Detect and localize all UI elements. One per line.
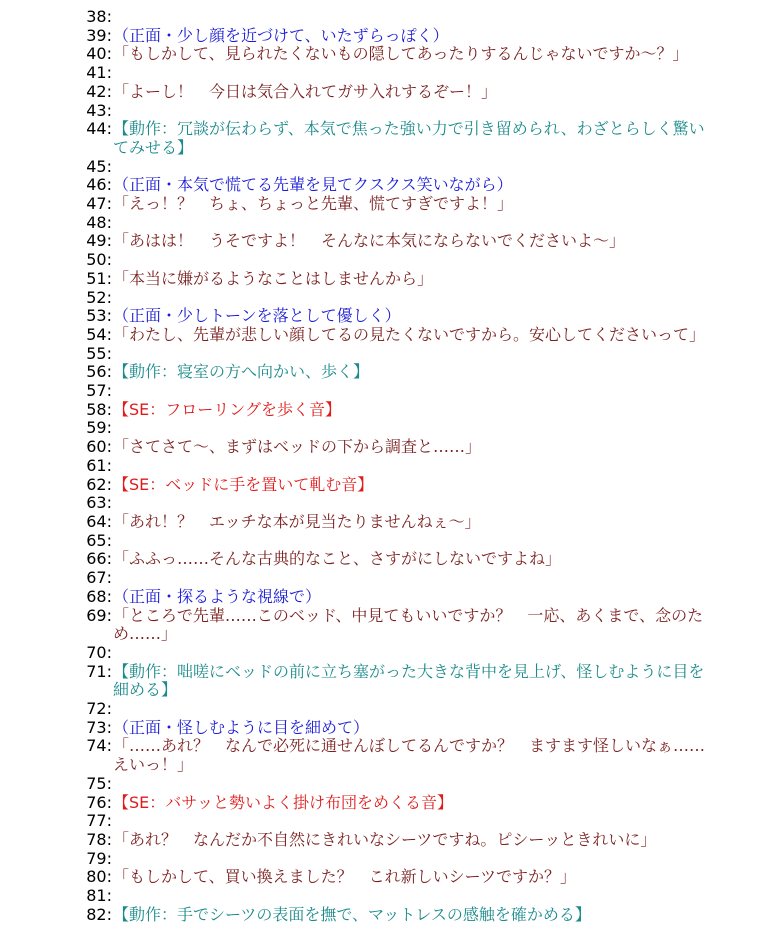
line-text-action: 【動作：咄嗟にベッドの前に立ち塞がった大きな背中を見上げ、怪しむように目を細める】 [113,661,705,700]
script-line [0,270,777,289]
line-text-se: 【SE：バサッと勢いよく掛け布団をめくる音】 [113,792,453,812]
script-line [0,102,777,121]
line-text-direction: （正面・少し顔を近づけて、いたずらっぽく） [113,25,449,45]
script-line [0,307,777,326]
script-line [0,569,777,588]
script-line [0,476,777,495]
script-line [0,195,777,214]
script-line [0,363,777,382]
line-number: 73: [86,717,112,737]
line-text-dialogue: 「本当に嫌がるようなことはしませんから」 [113,268,434,288]
script-line [0,794,777,813]
script-line [0,887,777,906]
script-line [0,83,777,102]
script-line [0,176,777,195]
line-text-direction: （正面・本気で慌てる先輩を見てクスクス笑いながら） [113,175,513,195]
line-number: 53: [86,306,112,326]
script-line [0,588,777,607]
line-number: 60: [86,437,112,457]
line-number: 41: [86,63,112,83]
line-number: 70: [86,642,112,662]
script-line [0,8,777,27]
line-number: 46: [86,175,112,195]
script-line [0,513,777,532]
script-line [0,812,777,831]
line-number: 76: [86,792,112,812]
script-line [0,868,777,887]
line-number: 39: [86,25,112,45]
line-number: 54: [86,324,112,344]
line-number: 51: [86,268,112,288]
line-number: 44: [86,119,112,139]
line-number: 77: [86,811,112,831]
line-text-dialogue: 「えっ！？ ちょ、ちょっと先輩、慌てすぎですよ！」 [113,194,514,214]
script-line [0,550,777,569]
script-line [0,775,777,794]
line-text-se: 【SE：フローリングを歩く音】 [113,399,341,419]
script-line [0,214,777,233]
line-number: 62: [86,474,112,494]
script-line [0,494,777,513]
line-number: 47: [86,194,112,214]
script-line [0,345,777,364]
script-line [0,289,777,308]
line-text-action: 【動作：冗談が伝わらず、本気で焦った強い力で引き留められ、わざとらしく驚いてみせる】 [113,119,705,157]
line-number: 64: [86,511,112,531]
line-number: 42: [86,81,112,101]
script-line [0,158,777,177]
line-number: 75: [86,773,112,793]
line-number: 58: [86,399,112,419]
script-line [0,831,777,850]
line-number: 43: [86,100,112,120]
line-number: 65: [86,530,112,550]
line-number: 61: [86,455,112,475]
line-number: 63: [86,493,112,513]
script-line [0,419,777,438]
line-number: 82: [86,904,112,924]
line-number: 45: [86,156,112,176]
script-line [0,719,777,738]
script-line [0,27,777,46]
line-number: 49: [86,231,112,251]
script-line [0,607,777,644]
line-number: 40: [86,44,112,64]
script-line [0,401,777,420]
line-text-action: 【動作：手でシーツの表面を撫で、マットレスの感触を確かめる】 [113,904,591,924]
script-line [0,457,777,476]
script-line [0,737,777,774]
line-text-dialogue: 「よーし！ 今日は気合入れてガサ入れするぞー！」 [113,81,498,101]
script-line [0,532,777,551]
line-text-dialogue: 「あれ！？ エッチな本が見当たりませんねぇ～」 [113,511,481,531]
line-number: 57: [86,381,112,401]
line-number: 48: [86,212,112,232]
script-line [0,438,777,457]
script-line [0,45,777,64]
line-number: 59: [86,418,112,438]
line-text-direction: （正面・少しトーンを落として優しく） [113,306,401,326]
line-number: 38: [86,7,112,26]
line-text-se: 【SE：ベッドに手を置いて軋む音】 [113,474,374,494]
line-number: 67: [86,568,112,588]
line-number: 55: [86,343,112,363]
line-text-dialogue: 「……あれ？ なんで必死に通せんぼしてるんですか？ ますます怪しいなぁ……えいっ！」 [113,736,706,775]
line-number: 56: [86,362,112,382]
line-number: 79: [86,848,112,868]
line-number: 69: [86,605,112,625]
line-number: 50: [86,250,112,270]
line-number: 80: [86,867,112,887]
line-number: 71: [86,661,112,681]
line-number: 68: [86,586,112,606]
line-text-dialogue: 「さてさて～、まずはベッドの下から調査と……」 [113,437,482,457]
line-number: 66: [86,549,112,569]
line-text-action: 【動作：寝室の方へ向かい、歩く】 [113,362,370,382]
script-line [0,700,777,719]
line-text-dialogue: 「もしかして、買い換えました？ これ新しいシーツですか？」 [113,867,577,887]
line-number: 78: [86,829,112,849]
script-line [0,64,777,83]
line-number: 72: [86,699,112,719]
script-line [0,251,777,270]
line-text-dialogue: 「もしかして、見られたくないもの隠してあったりするんじゃないですか～？」 [113,44,689,64]
line-text-dialogue: 「あはは！ うそですよ！ そんなに本気にならないでくださいよ～」 [113,231,626,251]
script-line [0,644,777,663]
line-text-dialogue: 「ふふっ……そんな古典的なこと、さすがにしないですよね」 [113,549,562,569]
line-text-direction: （正面・怪しむように目を細めて） [113,717,370,737]
script-line [0,906,777,925]
script-line [0,232,777,251]
line-number: 52: [86,287,112,307]
script-line [0,120,777,157]
script-line [0,382,777,401]
script-line [0,663,777,700]
script-line [0,326,777,345]
line-number: 81: [86,886,112,906]
line-text-dialogue: 「ところで先輩……このベッド、中見てもいいですか？ 一応、あくまで、念のため……」 [113,605,704,644]
line-number: 74: [86,736,112,756]
line-text-dialogue: 「わたし、先輩が悲しい顔してるの見たくないですから。安心してくださいって」 [113,324,706,344]
script-line [0,850,777,869]
line-text-direction: （正面・探るような視線で） [113,586,322,606]
line-text-dialogue: 「あれ？ なんだか不自然にきれいなシーツですね。ピシーッときれいに」 [113,829,657,849]
